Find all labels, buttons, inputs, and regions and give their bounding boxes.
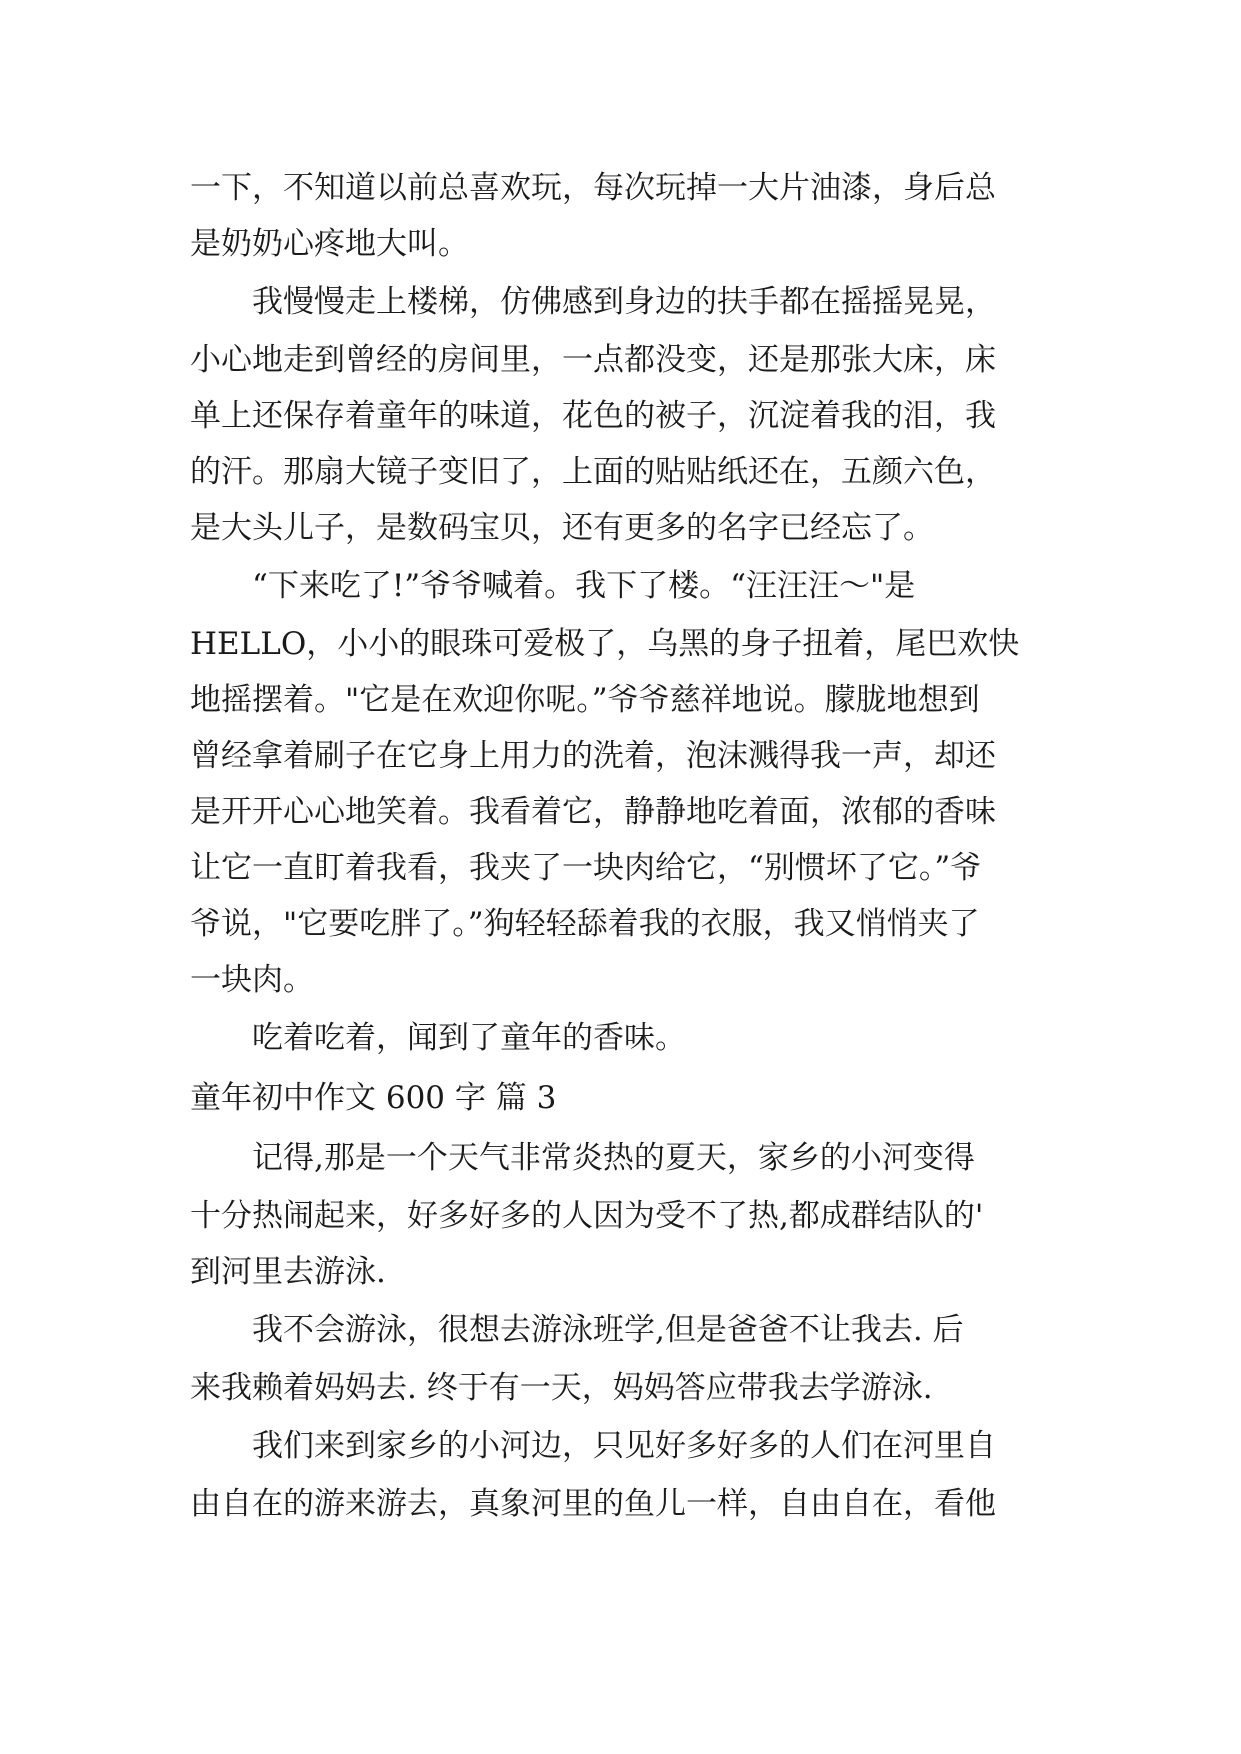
text-line: 单上还保存着童年的味道，花色的被子，沉淀着我的泪，我 bbox=[190, 398, 996, 434]
text-line: 由自在的游来游去，真象河里的鱼儿一样，自由自在，看他 bbox=[190, 1486, 996, 1522]
text-line: HELLO，小小的眼珠可爱极了，乌黑的身子扭着，尾巴欢快 bbox=[190, 626, 1020, 662]
text-line: 我不会游泳，很想去游泳班学,但是爸爸不让我去. 后 bbox=[190, 1312, 964, 1348]
text-line: 一下，不知道以前总喜欢玩，每次玩掉一大片油漆，身后总 bbox=[190, 170, 996, 206]
text-line: 到河里去游泳. bbox=[190, 1254, 386, 1290]
text-line: 爷说，"它要吃胖了。”狗轻轻舔着我的衣服，我又悄悄夹了 bbox=[190, 906, 980, 942]
text-line: 吃着吃着，闻到了童年的香味。 bbox=[190, 1020, 686, 1056]
text-line: 曾经拿着刷子在它身上用力的洗着，泡沫溅得我一声，却还 bbox=[190, 738, 996, 774]
text-line: 的汗。那扇大镜子变旧了，上面的贴贴纸还在，五颜六色， bbox=[190, 454, 996, 490]
text-line: 记得,那是一个天气非常炎热的夏天，家乡的小河变得 bbox=[190, 1140, 975, 1176]
text-line: 让它一直盯着我看，我夹了一块肉给它，“别惯坏了它。”爷 bbox=[190, 850, 982, 886]
text-line: 我慢慢走上楼梯，仿佛感到身边的扶手都在摇摇晃晃， bbox=[190, 284, 996, 320]
section-heading: 童年初中作文 600 字 篇 3 bbox=[190, 1080, 557, 1116]
text-line: 一块肉。 bbox=[190, 962, 314, 998]
text-line: 是奶奶心疼地大叫。 bbox=[190, 226, 469, 262]
text-line: 小心地走到曾经的房间里，一点都没变，还是那张大床，床 bbox=[190, 342, 996, 378]
text-line: 地摇摆着。"它是在欢迎你呢。”爷爷慈祥地说。朦胧地想到 bbox=[190, 682, 980, 718]
text-line: 是开开心心地笑着。我看着它，静静地吃着面，浓郁的香味 bbox=[190, 794, 996, 830]
text-line: 十分热闹起来，好多好多的人因为受不了热,都成群结队的' bbox=[190, 1198, 984, 1234]
text-line: “下来吃了!”爷爷喊着。我下了楼。“汪汪汪～"是 bbox=[190, 568, 916, 604]
essay-text bbox=[190, 160, 1060, 1532]
text-line: 我们来到家乡的小河边，只见好多好多的人们在河里自 bbox=[190, 1428, 996, 1464]
text-line: 来我赖着妈妈去. 终于有一天，妈妈答应带我去学游泳. bbox=[190, 1370, 933, 1406]
text-line: 是大头儿子，是数码宝贝，还有更多的名字已经忘了。 bbox=[190, 510, 934, 546]
